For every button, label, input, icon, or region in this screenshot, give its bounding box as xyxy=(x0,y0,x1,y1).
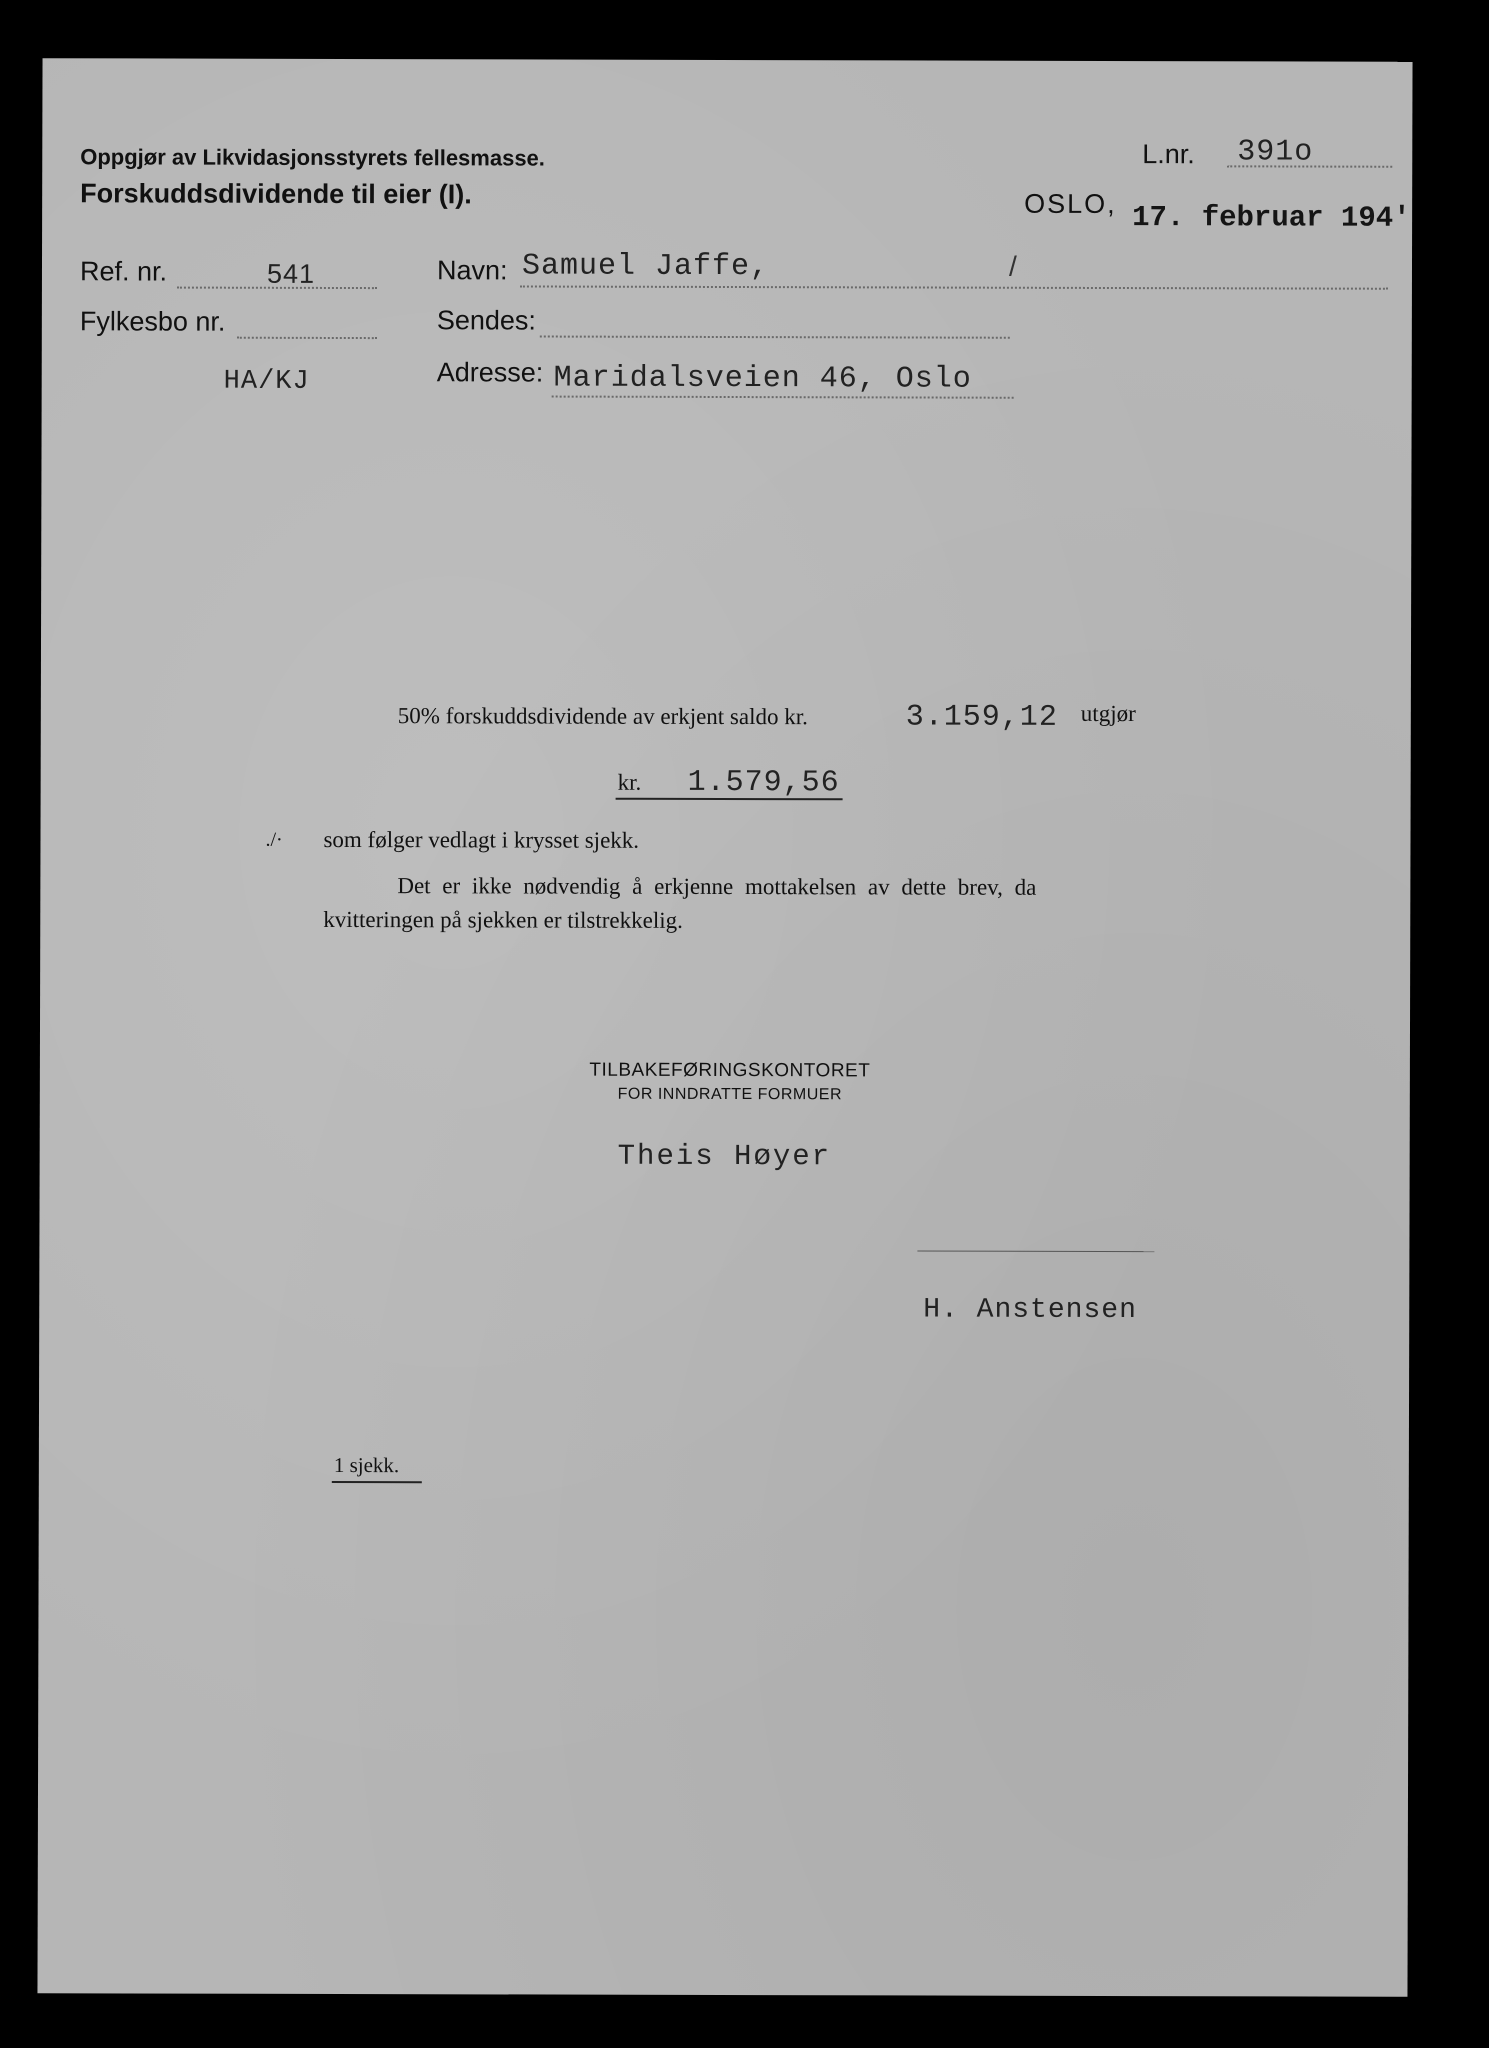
navn-value: Samuel Jaffe, xyxy=(521,249,770,285)
navn-dotted-line xyxy=(520,285,1388,289)
lnr-value: 391o xyxy=(1237,135,1314,170)
lnr-dotted-line xyxy=(1227,165,1392,167)
enclosure-mark: ./· xyxy=(265,828,283,851)
signer-theis-hoyer: Theis Høyer xyxy=(617,1139,832,1174)
note-line1: Det er ikke nødvendig å erkjenne mottakelsen av dette brev, da xyxy=(397,873,1037,900)
city-label: OSLO, xyxy=(1024,188,1117,220)
sendes-label: Sendes: xyxy=(436,305,536,336)
utgjor-text: utgjør xyxy=(1080,700,1136,727)
dividend-text: 50% forskuddsdividende av erkjent saldo kr. xyxy=(397,703,808,730)
ref-value: 541 xyxy=(266,258,316,289)
doc-title-line1: Oppgjør av Likvidasjonsstyrets fellesmasse. xyxy=(80,144,545,171)
ref-label: Ref. nr. xyxy=(79,256,168,287)
document-page xyxy=(37,58,1412,1997)
amount-value: 1.579,56 xyxy=(687,765,840,801)
fylkesbo-label: Fylkesbo nr. xyxy=(79,306,226,337)
signature-line xyxy=(917,1251,1154,1253)
sendes-dotted-line xyxy=(540,336,1010,339)
navn-mark: / xyxy=(1008,250,1017,282)
adresse-dotted-line xyxy=(552,396,1014,399)
attachment-note: 1 sjekk. xyxy=(333,1452,400,1478)
note-line2: kvitteringen på sjekken er tilstrekkelig. xyxy=(323,906,683,933)
lnr-label: L.nr. xyxy=(1142,139,1195,170)
amount-underline xyxy=(616,798,843,801)
kr-label: kr. xyxy=(617,769,642,795)
typist-initials: HA/KJ xyxy=(223,366,310,397)
office-name: TILBAKEFØRINGSKONTORET xyxy=(589,1059,871,1082)
doc-title-line2: Forskuddsdividende til eier (I). xyxy=(80,178,472,210)
saldo-value: 3.159,12 xyxy=(905,700,1058,735)
attachment-underline xyxy=(332,1481,422,1483)
adresse-label: Adresse: xyxy=(436,357,544,388)
signer-anstensen: H. Anstensen xyxy=(923,1294,1137,1327)
navn-label: Navn: xyxy=(436,255,508,286)
fylkesbo-dotted-line xyxy=(237,337,377,339)
adresse-value: Maridalsveien 46, Oslo xyxy=(553,361,972,397)
letter-date: 17. februar 194' xyxy=(1132,201,1411,235)
check-text: som følger vedlagt i krysset sjekk. xyxy=(323,826,640,853)
office-subtitle: FOR INNDRATTE FORMUER xyxy=(617,1085,843,1104)
ref-dotted-line xyxy=(177,287,377,290)
